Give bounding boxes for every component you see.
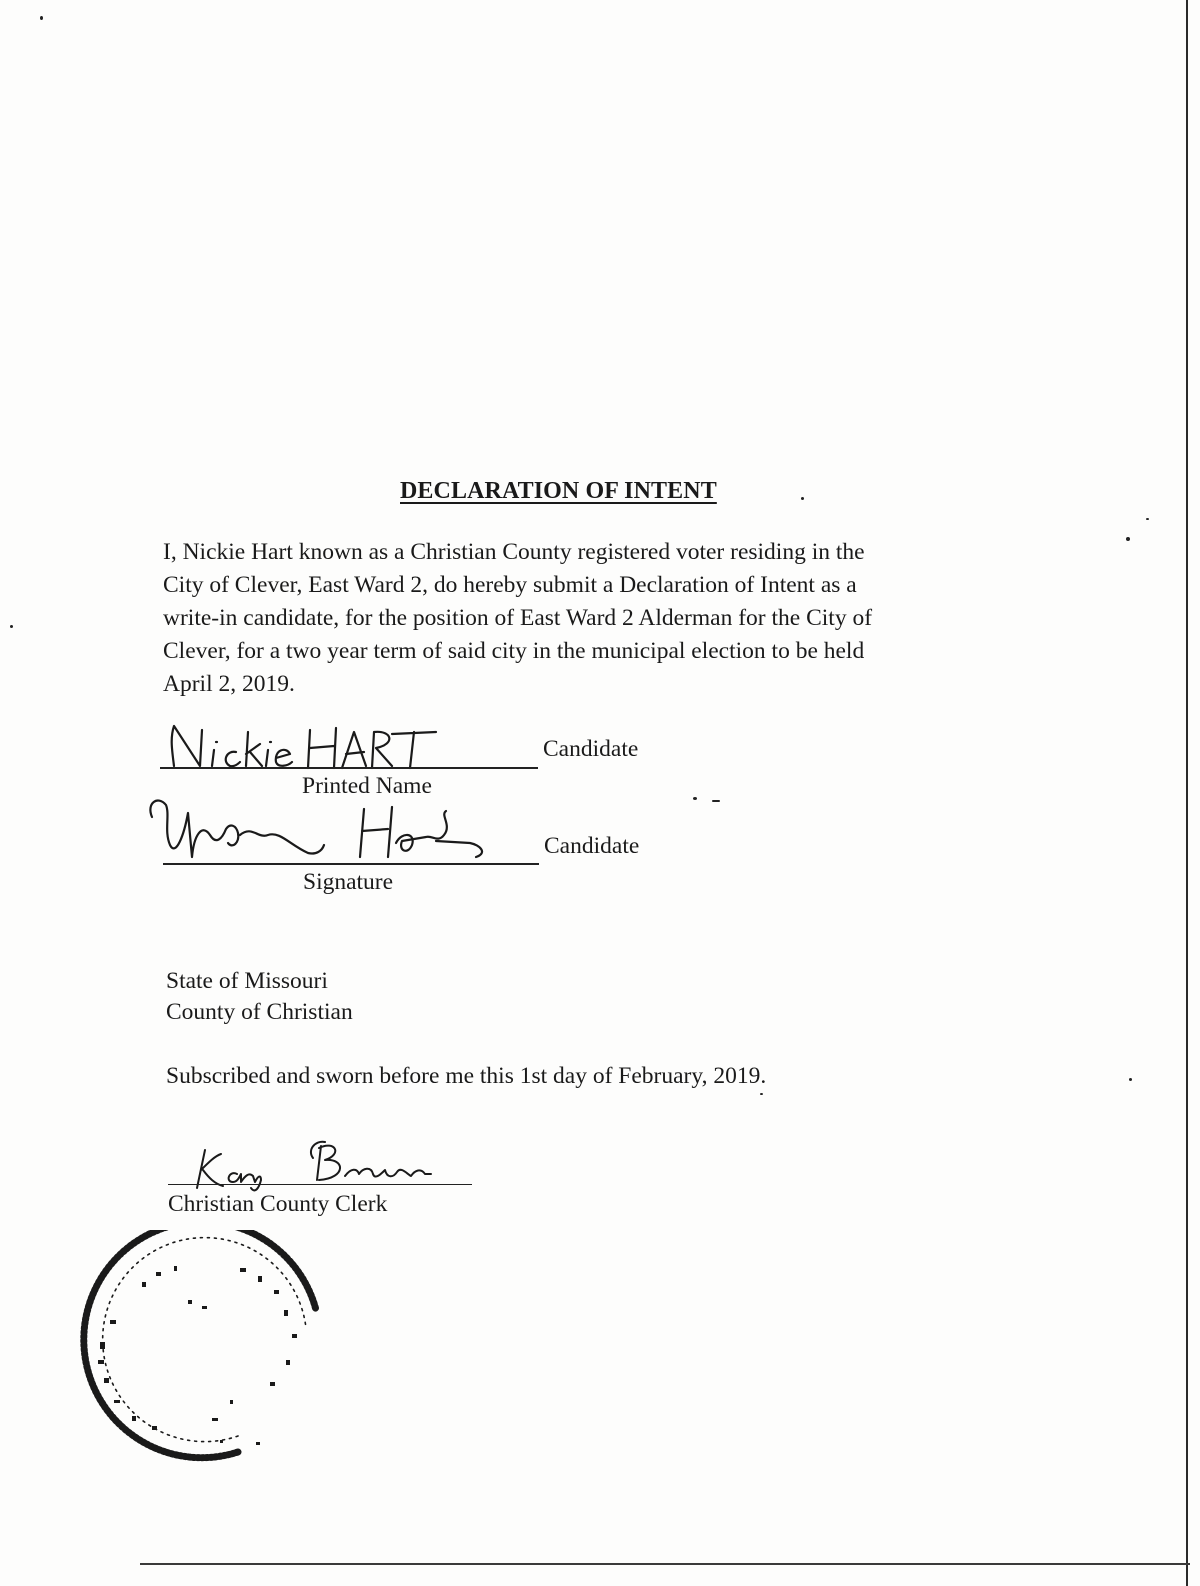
county-seal: [70, 1230, 340, 1470]
scan-speck: [712, 800, 720, 802]
scan-speck: [1129, 1078, 1132, 1081]
clerk-signature-line: [168, 1184, 472, 1185]
signature-caption: Signature: [303, 869, 394, 895]
paragraph-line: City of Clever, East Ward 2, do hereby submit a Declaration of Intent as a: [163, 572, 857, 598]
paragraph-line: I, Nickie Hart known as a Christian County registered voter residing in the: [163, 539, 865, 565]
county-line: County of Christian: [166, 999, 353, 1025]
oath-statement: Subscribed and sworn before me this 1st day of February, 2019.: [166, 1063, 767, 1089]
scan-speck: [1126, 537, 1130, 541]
candidate-signature: [140, 795, 500, 870]
scan-speck: [693, 797, 697, 800]
clerk-signature: [175, 1130, 475, 1190]
printed-name-handwriting: [160, 720, 490, 780]
scan-speck: [760, 1093, 763, 1095]
scan-speck: [801, 497, 804, 500]
document-title: DECLARATION OF INTENT: [400, 478, 717, 504]
scan-speck: [1146, 518, 1149, 520]
paragraph-line: Clever, for a two year term of said city in the municipal election to be held: [163, 638, 865, 664]
paragraph-line: April 2, 2019.: [163, 671, 295, 697]
state-line: State of Missouri: [166, 968, 328, 994]
printed-name-caption: Printed Name: [302, 773, 432, 799]
scan-speck: [10, 625, 13, 628]
scan-edge-bottom: [140, 1563, 1190, 1565]
printed-name-role-label: Candidate: [543, 736, 639, 762]
declaration-paragraph: [163, 536, 1023, 701]
scan-speck: [40, 16, 43, 20]
scan-edge-right: [1186, 0, 1188, 1586]
paragraph-line: write-in candidate, for the position of East Ward 2 Alderman for the City of: [163, 605, 873, 631]
clerk-caption: Christian County Clerk: [168, 1191, 388, 1217]
signature-role-label: Candidate: [544, 833, 640, 859]
printed-name-line: [160, 767, 538, 769]
signature-line: [163, 863, 539, 865]
